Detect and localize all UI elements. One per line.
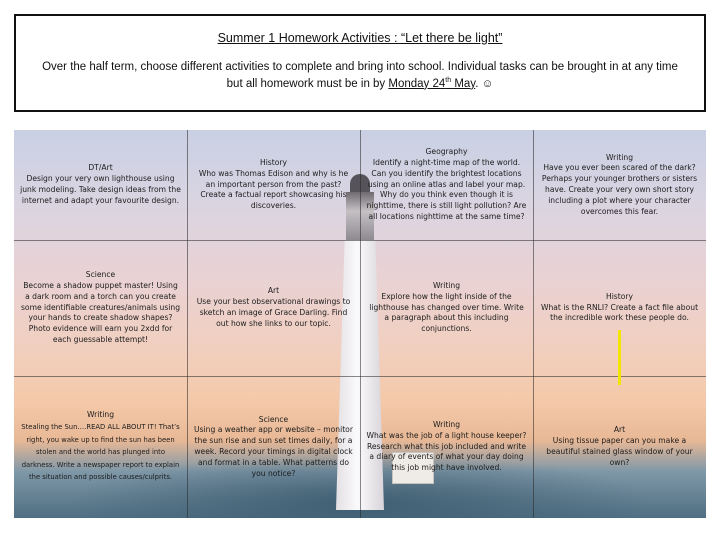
page-title: Summer 1 Homework Activities : “Let there be light” [217,31,503,45]
deadline-day: Monday 24 [388,77,446,90]
activity-cell-writing-keeper [360,376,533,518]
activity-description: Design your very own lighthouse using junk modeling. Take design ideas from the internet and adapt your favourite design. [20,174,181,205]
activity-cell-writing-newspaper [14,376,187,518]
intro-line-2-prefix: but all homework must be in by [226,77,389,90]
intro-text [26,60,694,91]
activity-subject: Writing [432,420,461,429]
intro-line-1: Over the half term, choose different activities to complete and bring into school. Individual tasks can be brought in at any time [42,61,678,73]
activity-cell-geography [360,130,533,240]
activity-subject: Science [258,414,289,424]
activity-description: Using a weather app or website – monitor the sun rise and sun set times daily, for a week. Record your timings in digital clock and format in a table. What patterns do you notice? [194,425,353,478]
activity-cell-science-shadow [14,240,187,376]
activity-subject: Writing [432,281,461,290]
activity-subject: History [605,291,634,301]
activity-subject: Art [613,425,626,435]
activity-description: Use your best observational drawings to sketch an image of Grace Darling. Find out how she links to our topic. [196,297,351,328]
activity-cell-writing-lighthouse [360,240,533,376]
activity-subject: History [259,158,288,167]
activity-cell-dt-art [14,130,187,240]
activity-cell-science-sunrise [187,376,360,518]
activity-cell-art-stained-glass [533,376,706,518]
activity-subject: Writing [86,410,115,420]
activity-description: Identify a night-time map of the world. Can you identify the brightest locations using an online atlas and label your map. Why do you think even though it is nighttime, there is still light pollution? Are all locations nighttime at the same time? [366,158,527,221]
header-box [14,14,706,112]
activity-description: Using tissue paper can you make a beautiful stained glass window of your own? [546,436,693,467]
activity-subject: Geography [425,147,468,157]
activity-description: What was the job of a light house keeper? Research what this job included and write a diary of events of what your day doing this job might have involved. [366,430,527,473]
activity-description: Stealing the Sun….READ ALL ABOUT IT! That’s right, you wake up to find the sun has been stolen and the world has plunged into darkness. Write a newspaper report to explain the situation and possible causes/culprits. [21,423,180,482]
activity-description: Explore how the light inside of the lighthouse has changed over time. Write a paragraph about this including conjunctions. [369,291,524,334]
deadline-suffix: th [445,77,452,84]
deadline-month: May [451,77,476,90]
deadline-date [388,78,475,90]
intro-line-2-suffix: . ☺ [475,77,494,90]
activity-cell-history-edison [187,130,360,240]
activity-subject: Writing [605,152,634,162]
activity-description: Who was Thomas Edison and why is he an important person from the past? Create a factual report showcasing his discoveries. [198,168,349,211]
activity-description: Become a shadow puppet master! Using a dark room and a torch can you create some identifiable creatures/animals using your hands to create shadow shapes? Photo evidence will earn you 2xdd for each guessable attempt! [20,281,181,344]
activity-subject: Art [267,286,280,296]
activity-description: Have you ever been scared of the dark? Perhaps your younger brothers or sisters have. Create your very own short story including a plot where your character overcomes this fear. [541,163,698,216]
activity-description: What is the RNLI? Create a fact file about the incredible work these people do. [540,302,699,323]
highlight-marker [618,330,621,385]
activity-cell-art-grace-darling [187,240,360,376]
activity-subject: Science [85,270,116,280]
activity-subject: DT/Art [88,163,113,173]
activity-cell-writing-dark [533,130,706,240]
activity-grid [14,130,706,518]
